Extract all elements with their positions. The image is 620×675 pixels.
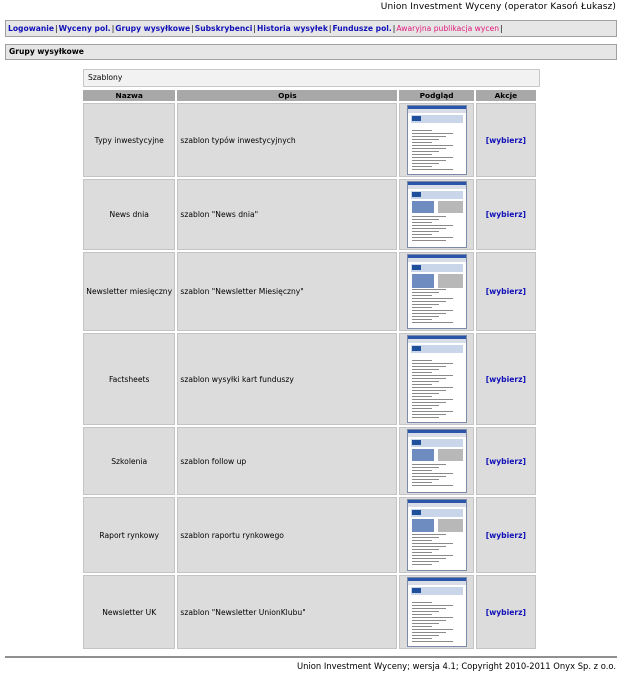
newsletter-thumbnail-icon[interactable]	[407, 429, 467, 493]
newsletter-thumbnail-icon[interactable]	[407, 105, 467, 175]
template-actions-cell	[476, 179, 536, 250]
select-template-link[interactable]: [wybierz]	[485, 607, 526, 617]
nav-link-6[interactable]: Awaryjna publikacja wycen	[396, 24, 500, 33]
template-description: szablon wysyłki kart funduszy	[177, 333, 397, 425]
newsletter-thumbnail-icon[interactable]	[407, 577, 467, 647]
newsletter-thumbnail-icon[interactable]	[407, 499, 467, 571]
column-header-preview: Podgląd	[399, 90, 473, 101]
select-template-link[interactable]: [wybierz]	[485, 530, 526, 540]
nav-separator: |	[500, 24, 503, 33]
template-name: Newsletter miesięczny	[83, 252, 175, 331]
nav-link-4[interactable]: Historia wysyłek	[256, 24, 328, 33]
table-row	[83, 252, 536, 331]
nav-link-2[interactable]: Grupy wysyłkowe	[115, 24, 191, 33]
table-row	[83, 497, 536, 573]
table-header-row	[83, 90, 536, 101]
main-navigation	[5, 20, 617, 37]
footer-copyright: Union Investment Wyceny; wersja 4.1; Copyright 2010-2011 Onyx Sp. z o.o.	[297, 661, 616, 671]
template-description: szablon "News dnia"	[177, 179, 397, 250]
nav-separator: |	[392, 24, 396, 33]
template-preview-cell	[399, 103, 473, 177]
template-preview-cell	[399, 252, 473, 331]
column-header-name: Nazwa	[83, 90, 175, 101]
template-actions-cell	[476, 103, 536, 177]
window-title: Union Investment Wyceny (operator Kasoń Łukasz)	[380, 2, 616, 12]
nav-separator: |	[328, 24, 332, 33]
template-name: Typy inwestycyjne	[83, 103, 175, 177]
template-actions-cell	[476, 333, 536, 425]
template-preview-cell	[399, 333, 473, 425]
template-preview-cell	[399, 497, 473, 573]
template-preview-cell	[399, 427, 473, 495]
nav-separator: |	[191, 24, 194, 33]
template-name: Factsheets	[83, 333, 175, 425]
table-row	[83, 179, 536, 250]
template-actions-cell	[476, 252, 536, 331]
section-title: Grupy wysyłkowe	[5, 44, 617, 60]
template-name: Szkolenia	[83, 427, 175, 495]
newsletter-thumbnail-icon[interactable]	[407, 254, 467, 329]
nav-separator: |	[111, 24, 115, 33]
template-name: Raport rynkowy	[83, 497, 175, 573]
select-template-link[interactable]: [wybierz]	[485, 135, 526, 145]
newsletter-thumbnail-icon[interactable]	[407, 181, 467, 248]
templates-panel-title: Szablony	[83, 69, 540, 87]
select-template-link[interactable]: [wybierz]	[485, 374, 526, 384]
template-actions-cell	[476, 575, 536, 649]
template-description: szablon "Newsletter UnionKlubu"	[177, 575, 397, 649]
nav-link-0[interactable]: Logowanie	[8, 24, 55, 33]
table-row	[83, 575, 536, 649]
template-actions-cell	[476, 427, 536, 495]
nav-separator: |	[253, 24, 256, 33]
newsletter-thumbnail-icon[interactable]	[407, 335, 467, 423]
column-header-description: Opis	[177, 90, 397, 101]
template-description: szablon raportu rynkowego	[177, 497, 397, 573]
template-name: Newsletter UK	[83, 575, 175, 649]
templates-table	[81, 88, 538, 651]
template-description: szablon follow up	[177, 427, 397, 495]
template-preview-cell	[399, 575, 473, 649]
template-name: News dnia	[83, 179, 175, 250]
template-description: szablon "Newsletter Miesięczny"	[177, 252, 397, 331]
footer-divider	[5, 656, 617, 658]
nav-link-3[interactable]: Subskrybenci	[194, 24, 253, 33]
table-row	[83, 427, 536, 495]
table-row	[83, 103, 536, 177]
select-template-link[interactable]: [wybierz]	[485, 456, 526, 466]
nav-separator: |	[55, 24, 58, 33]
select-template-link[interactable]: [wybierz]	[485, 210, 526, 219]
nav-link-5[interactable]: Fundusze pol.	[332, 24, 392, 33]
table-row	[83, 333, 536, 425]
template-preview-cell	[399, 179, 473, 250]
template-actions-cell	[476, 497, 536, 573]
column-header-actions: Akcje	[476, 90, 536, 101]
select-template-link[interactable]: [wybierz]	[485, 287, 526, 296]
template-description: szablon typów inwestycyjnych	[177, 103, 397, 177]
nav-link-1[interactable]: Wyceny pol.	[58, 24, 111, 33]
